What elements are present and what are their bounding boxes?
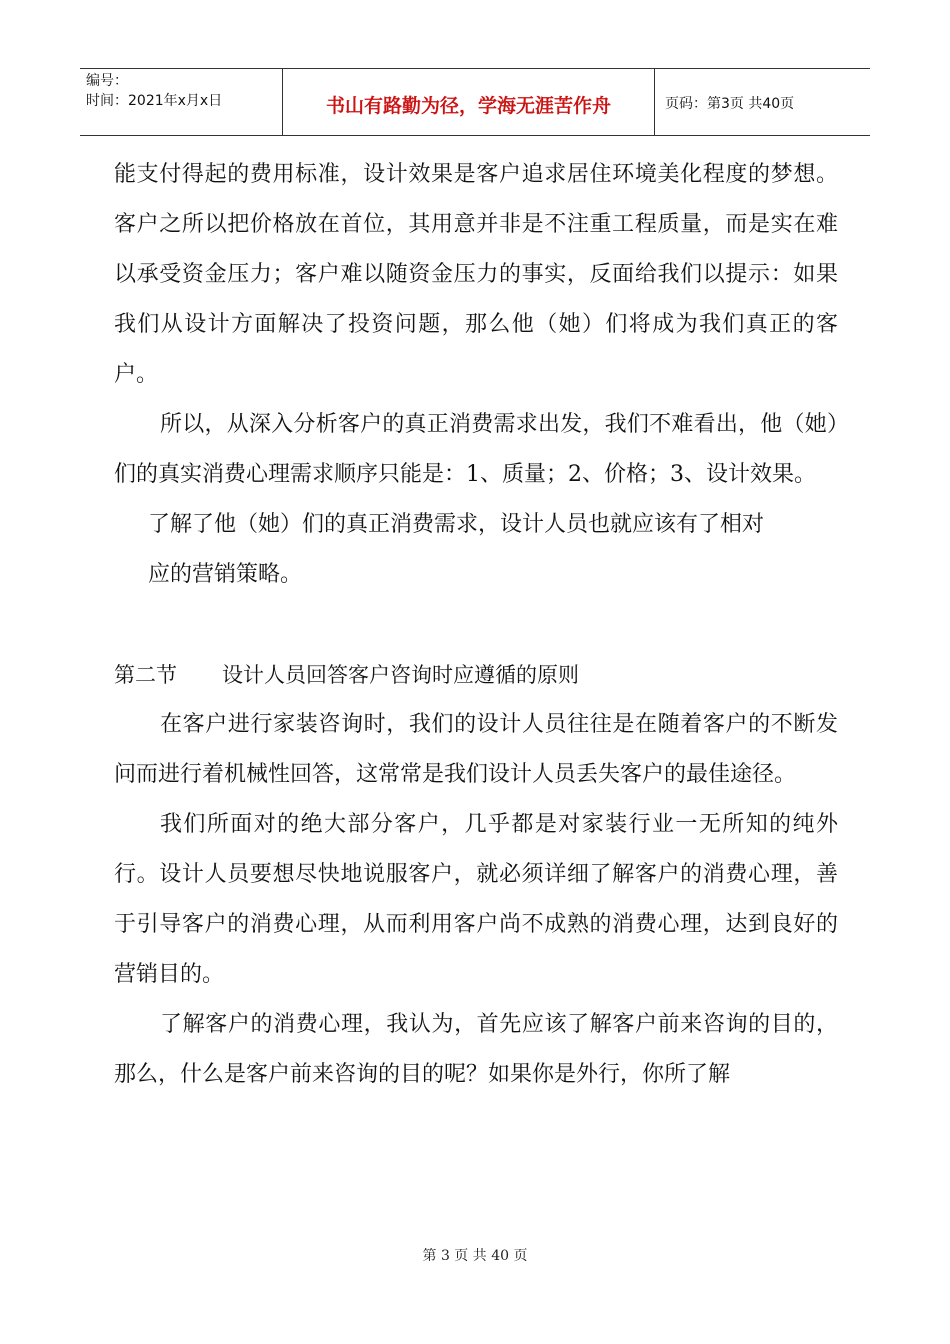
header-motto: 书山有路勤为径，学海无涯苦作舟 bbox=[283, 69, 655, 135]
spacer bbox=[114, 600, 838, 650]
page-footer: 第 3 页 共 40 页 bbox=[422, 1248, 528, 1264]
paragraph-1: 能支付得起的费用标准，设计效果是客户追求居住环境美化程度的梦想。客户之所以把价格放在首位，其用意并非是不注重工程质量，而是实在难以承受资金压力；客户难以随资金压力的事实，反面给我们以提示：如果我们从设计方面解决了投资问题，那么他（她）们将成为我们真正的客户。 bbox=[114, 162, 838, 387]
paragraph-5: 我们所面对的绝大部分客户，几乎都是对家装行业一无所知的纯外行。设计人员要想尽快地说服客户，就必须详细了解客户的消费心理，善于引导客户的消费心理，从而利用客户尚不成熟的消费心理，达到良好的营销目的。 bbox=[114, 812, 838, 987]
paragraph-3-line-1: 了解了他（她）们的真正消费需求，设计人员也就应该有了相对 bbox=[148, 512, 765, 537]
paragraph-6: 了解客户的消费心理，我认为，首先应该了解客户前来咨询的目的，那么，什么是客户前来咨询的目的呢？如果你是外行，你所了解 bbox=[114, 1012, 838, 1087]
paragraph-4: 在客户进行家装咨询时，我们的设计人员往往是在随着客户的不断发问而进行着机械性回答，这常常是我们设计人员丢失客户的最佳途径。 bbox=[114, 712, 838, 787]
header-page-info: 页码：第3页 共40页 bbox=[665, 96, 795, 112]
document-body bbox=[114, 150, 838, 1100]
section-title: 设计人员回答客户咨询时应遵循的原则 bbox=[222, 663, 579, 687]
header-meta bbox=[80, 69, 283, 135]
section-number: 第二节 bbox=[114, 663, 177, 687]
number-label: 编号： bbox=[86, 73, 128, 89]
paragraph-3-line-2: 应的营销策略。 bbox=[148, 562, 303, 587]
page-header bbox=[80, 68, 870, 136]
date-label: 时间：2021年x月x日 bbox=[86, 93, 223, 109]
section-heading bbox=[114, 650, 838, 700]
paragraph-2: 所以，从深入分析客户的真正消费需求出发，我们不难看出，他（她）们的真实消费心理需求顺序只能是：1、质量；2、价格；3、设计效果。 bbox=[114, 412, 838, 487]
